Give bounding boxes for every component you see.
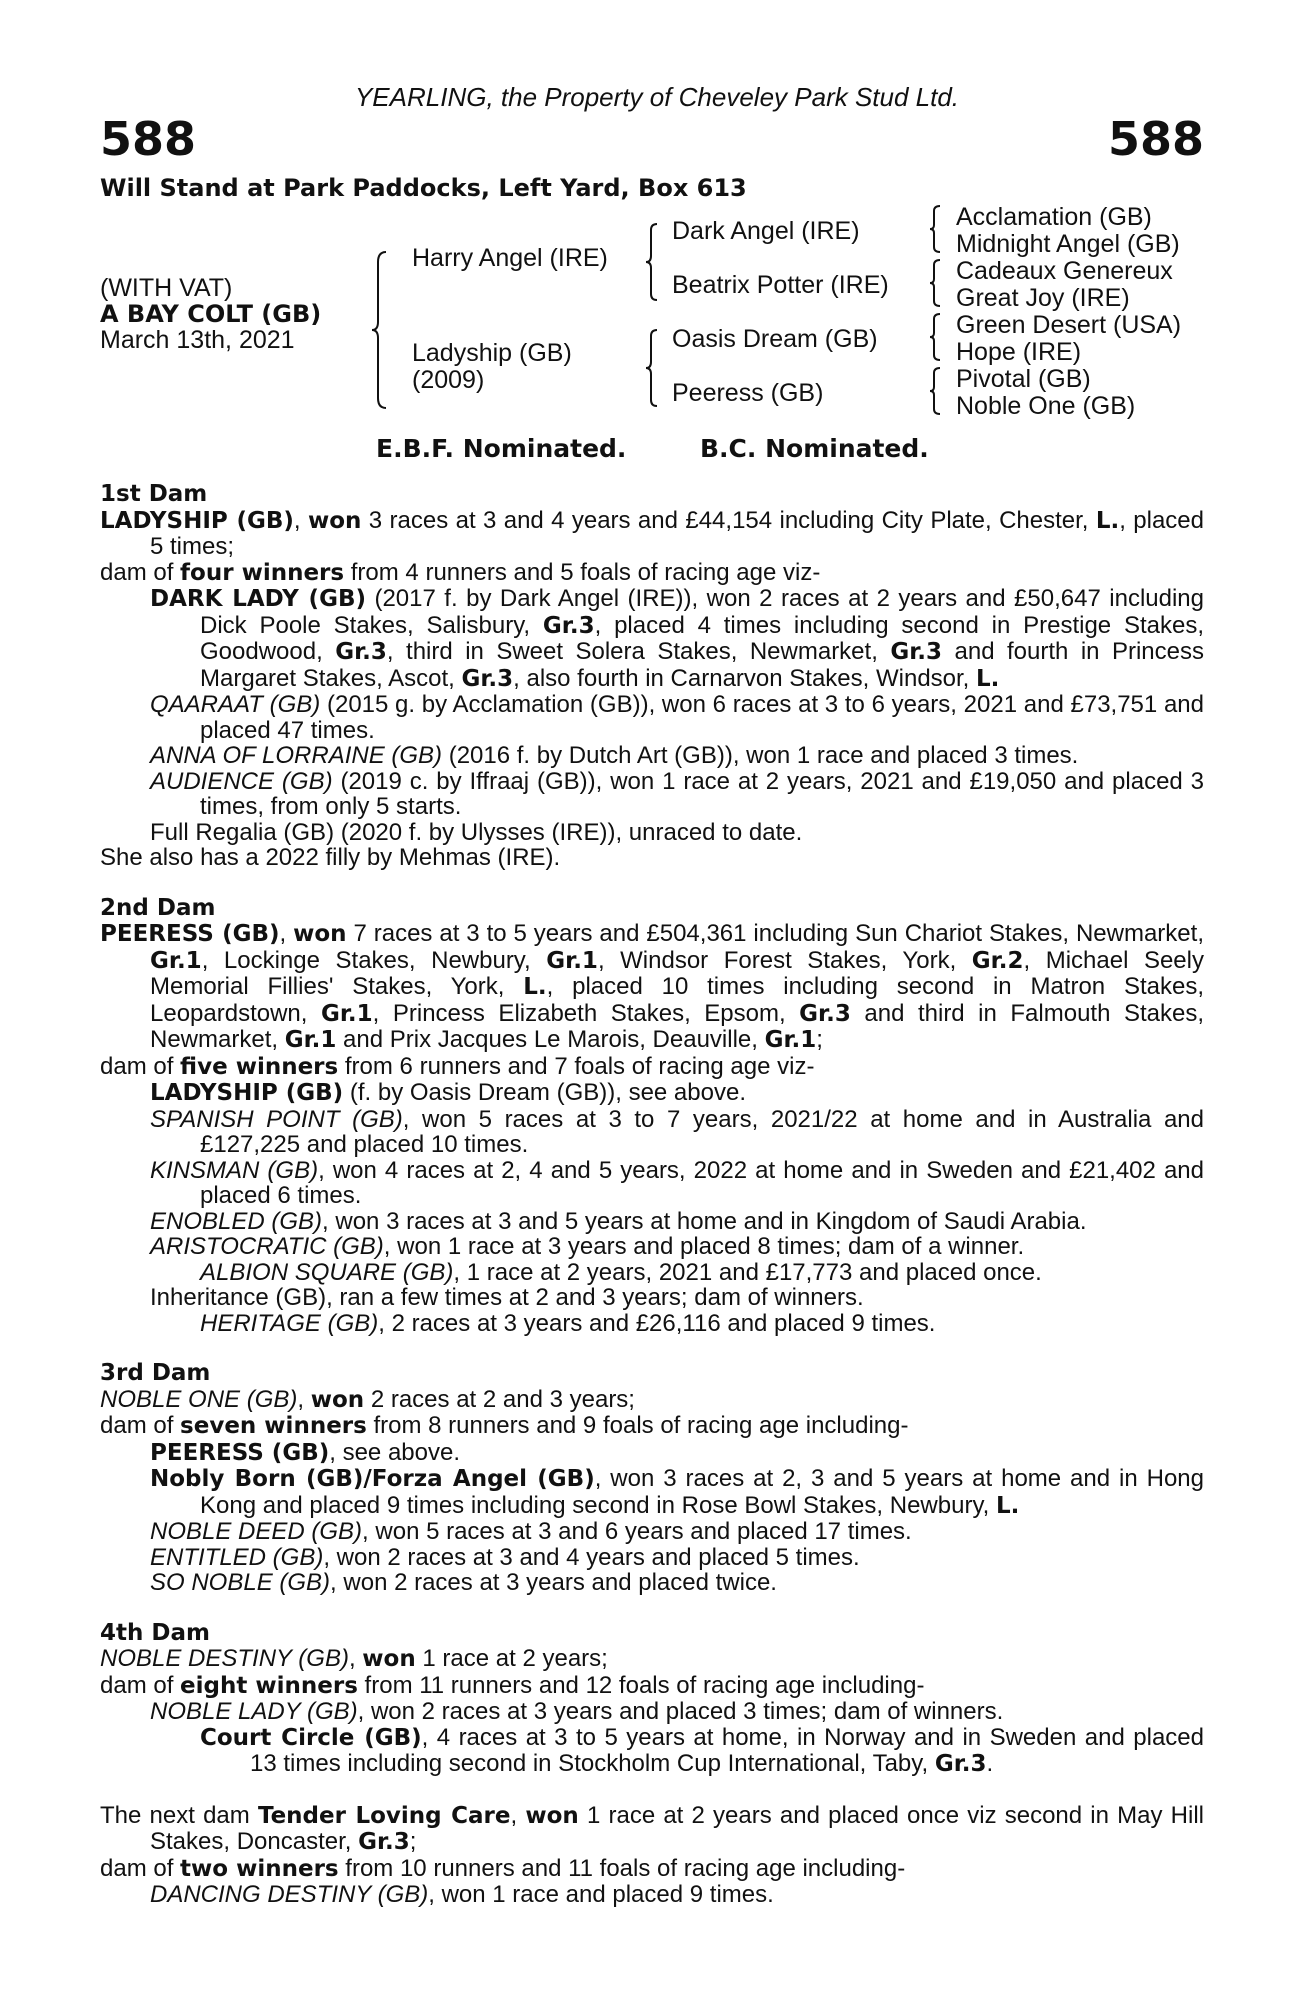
brace-sire	[644, 222, 660, 302]
bold-text: Gr.3	[890, 639, 943, 665]
bold-text: two winners	[180, 1855, 339, 1882]
produce-entry	[100, 1158, 1204, 1209]
bold-text: Gr.1	[320, 1000, 373, 1027]
produce-summary	[100, 560, 1204, 587]
produce-entry	[100, 1570, 1204, 1596]
text-run: , 1 race at 2 years, 2021 and £17,773 and placed once.	[453, 1258, 1042, 1286]
text-run: , third in Sweet Solera Stakes, Newmarket,	[386, 638, 891, 665]
text-run: She also has a 2022 filly by Mehmas (IRE).	[100, 844, 561, 871]
stand-location: Will Stand at Park Paddocks, Left Yard, Box 613	[100, 174, 747, 202]
text-run: , placed 10 times including second in Matron Stakes, Leopardstown,	[150, 973, 1204, 1027]
produce-entry	[100, 586, 1204, 692]
bold-text: LADYSHIP (GB)	[150, 1080, 344, 1106]
produce-summary	[100, 1054, 1204, 1081]
text-run: , won 5 races at 3 to 7 years, 2021/22 at home and in Australia and £127,225 and placed 10 times.	[200, 1105, 1205, 1158]
bold-text: PEERESS (GB)	[100, 921, 280, 947]
bold-text: Gr.3	[934, 1751, 987, 1777]
text-run: dam of	[100, 1052, 181, 1080]
dam-name: Ladyship (GB)	[412, 339, 572, 367]
text-run: 1 race at 2 years;	[415, 1645, 608, 1672]
text-run: , won 2 races at 3 years and placed 3 times; dam of winners.	[357, 1698, 1004, 1725]
bold-text: Gr.3	[335, 639, 387, 665]
brace-g34	[928, 258, 942, 308]
gg-8: Noble One (GB)	[956, 392, 1136, 420]
bold-text: Tender Loving Care	[257, 1802, 511, 1829]
text-run: , Michael Seely Memorial Fillies' Stakes, York,	[150, 946, 1204, 1000]
produce-entry	[100, 743, 1204, 769]
bold-text: L.	[523, 974, 547, 1000]
text-run: Full Regalia (GB) (2020 f. by Ulysses (IRE)), unraced to date.	[150, 818, 803, 846]
text-run: , also fourth in Carnarvon Stakes, Windsor,	[513, 664, 977, 692]
text-run: 1 race at 2 years and placed once viz second in May Hill Stakes, Doncaster,	[150, 1801, 1204, 1855]
text-run: , won 3 races at 3 and 5 years at home and in Kingdom of Saudi Arabia.	[322, 1207, 1087, 1235]
produce-entry	[100, 1545, 1204, 1571]
text-run: , won 5 races at 3 and 6 years and placed 17 times.	[362, 1518, 912, 1545]
produce-entry	[100, 1209, 1204, 1235]
text-run: dam of	[100, 558, 181, 586]
bold-text: Nobly Born (GB)/Forza Angel (GB)	[150, 1466, 595, 1492]
text-run: from 4 runners and 5 foals of racing age viz-	[344, 558, 821, 586]
section-heading: 2nd Dam	[100, 894, 216, 921]
bold-text: Gr.1	[284, 1027, 337, 1053]
produce-entry	[100, 1725, 1204, 1778]
produce-summary	[100, 1856, 1204, 1883]
bold-text: won	[310, 1386, 365, 1413]
text-run: from 11 runners and 12 foals of racing age including-	[357, 1671, 925, 1699]
sire-dam: Beatrix Potter (IRE)	[672, 271, 889, 299]
italic-text: KINSMAN (GB)	[150, 1156, 319, 1184]
text-run: ,	[279, 920, 294, 947]
dam-entry	[100, 921, 1204, 1054]
gg-5: Green Desert (USA)	[956, 311, 1182, 339]
text-run: The next dam	[100, 1801, 258, 1829]
lot-number-left: 588	[100, 112, 197, 166]
text-run: (2017 f. by Dark Angel (IRE)), won 2 races at 2 years and £50,647 including Dick Poole Stakes, Salisbury,	[200, 585, 1204, 639]
produce-entry	[100, 1519, 1204, 1545]
bold-text: won	[525, 1802, 579, 1829]
text-run: from 10 runners and 11 foals of racing age including-	[338, 1854, 906, 1882]
produce-entry	[100, 1260, 1204, 1286]
italic-text: NOBLE ONE (GB)	[100, 1385, 298, 1413]
produce-entry	[100, 1311, 1204, 1337]
text-run: , 4 races at 3 to 5 years at home, in Norway and in Sweden and placed 13 times including second in Stockholm Cup International, Taby,	[250, 1723, 1204, 1777]
vat-label: (WITH VAT)	[100, 274, 233, 302]
text-run: ,	[510, 1801, 526, 1829]
text-run: and third in Falmouth Stakes, Newmarket,	[150, 999, 1205, 1053]
italic-text: QAARAAT (GB)	[150, 691, 321, 718]
brace-main	[370, 250, 390, 410]
text-run: , won 2 races at 3 and 4 years and placed 5 times.	[323, 1543, 860, 1571]
text-run: ,	[297, 1385, 311, 1413]
produce-entry	[100, 1882, 1204, 1908]
bold-text: Gr.1	[764, 1027, 817, 1053]
text-run: 7 races at 3 to 5 years and £504,361 including Sun Chariot Stakes, Newmarket,	[346, 920, 1204, 947]
horse-name: A BAY COLT (GB)	[100, 300, 322, 328]
gg-3: Cadeaux Genereux	[956, 257, 1173, 285]
italic-text: AUDIENCE (GB)	[150, 767, 333, 795]
bold-text: seven winners	[180, 1413, 367, 1439]
sire-sire: Dark Angel (IRE)	[672, 217, 860, 245]
italic-text: SO NOBLE (GB)	[150, 1569, 331, 1596]
gg-6: Hope (IRE)	[956, 338, 1082, 366]
section-heading: 4th Dam	[100, 1619, 210, 1646]
bold-text: DARK LADY (GB)	[150, 586, 366, 612]
text-run: , Windsor Forest Stakes, York,	[597, 946, 972, 974]
text-run: .	[986, 1750, 994, 1777]
bold-text: Gr.3	[799, 1000, 851, 1027]
bold-text: five winners	[180, 1053, 339, 1080]
gg-1: Acclamation (GB)	[956, 203, 1152, 231]
produce-note	[100, 845, 1204, 871]
text-run: ;	[409, 1828, 417, 1855]
text-run: , placed 5 times;	[150, 506, 1205, 560]
text-run: , 2 races at 3 years and £26,116 and placed 9 times.	[378, 1309, 936, 1337]
text-run: , won 1 race and placed 9 times.	[428, 1881, 774, 1908]
bold-text: Gr.3	[358, 1829, 410, 1855]
text-run: and Prix Jacques Le Marois, Deauville,	[336, 1026, 765, 1053]
text-run: Inheritance (GB), ran a few times at 2 and 3 years; dam of winners.	[150, 1284, 864, 1311]
bold-text: LADYSHIP (GB)	[100, 507, 294, 534]
bold-text: L.	[996, 1492, 1020, 1519]
brace-dam	[644, 328, 660, 408]
next-dam-entry	[100, 1803, 1204, 1856]
lot-number-right: 588	[1107, 112, 1204, 166]
text-run: , won 1 race at 3 years and placed 8 times; dam of a winner.	[383, 1233, 1025, 1260]
text-run: (2019 c. by Iffraaj (GB)), won 1 race at 2 years, 2021 and £19,050 and placed 3 times, from only 5 starts.	[200, 767, 1204, 820]
produce-entry	[100, 1234, 1204, 1260]
bold-text: Court Circle (GB)	[200, 1724, 422, 1751]
produce-entry	[100, 769, 1204, 820]
ebf-nominated: E.B.F. Nominated.	[376, 434, 627, 463]
produce-entry	[100, 1107, 1204, 1158]
dam-dam: Peeress (GB)	[672, 379, 824, 407]
sire-name: Harry Angel (IRE)	[412, 244, 608, 272]
gg-4: Great Joy (IRE)	[956, 284, 1130, 312]
bold-text: Gr.1	[150, 947, 202, 974]
section-heading: 1st Dam	[100, 481, 208, 507]
bold-text: Gr.3	[461, 665, 514, 692]
bold-text: four winners	[180, 559, 345, 586]
text-run: , Lockinge Stakes, Newbury,	[201, 946, 547, 974]
bold-text: Gr.1	[546, 947, 598, 974]
text-run: , Princess Elizabeth Stakes, Epsom,	[372, 999, 800, 1027]
produce-summary	[100, 1673, 1204, 1700]
text-run: ;	[816, 1026, 823, 1053]
catalogue-body	[100, 482, 1204, 1908]
text-run: dam of	[100, 1854, 181, 1882]
italic-text: ENTITLED (GB)	[150, 1543, 324, 1571]
text-run: , won 2 races at 3 years and placed twice.	[330, 1569, 777, 1596]
produce-summary	[100, 1413, 1204, 1440]
produce-entry	[100, 1440, 1204, 1467]
italic-text: SPANISH POINT (GB)	[150, 1105, 403, 1133]
produce-entry	[100, 1285, 1204, 1311]
brace-g78	[928, 366, 942, 416]
italic-text: ALBION SQUARE (GB)	[200, 1258, 454, 1286]
bold-text: PEERESS (GB)	[150, 1439, 330, 1466]
bold-text: won	[362, 1646, 416, 1672]
italic-text: NOBLE DEED (GB)	[150, 1518, 363, 1545]
text-run: (2015 g. by Acclamation (GB)), won 6 races at 3 to 6 years, 2021 and £73,751 and placed 47 times.	[200, 691, 1204, 744]
text-run: from 6 runners and 7 foals of racing age viz-	[338, 1052, 815, 1080]
italic-text: DANCING DESTINY (GB)	[150, 1881, 429, 1908]
bc-nominated: B.C. Nominated.	[700, 434, 929, 463]
dam-entry	[100, 508, 1204, 560]
italic-text: NOBLE LADY (GB)	[150, 1698, 358, 1725]
text-run: ,	[293, 506, 308, 534]
text-run: , placed 4 times including second in Prestige Stakes, Goodwood,	[200, 611, 1204, 665]
horse-dob: March 13th, 2021	[100, 326, 295, 354]
dam-sire: Oasis Dream (GB)	[672, 325, 878, 353]
text-run: dam of	[100, 1671, 181, 1699]
bold-text: L.	[976, 665, 1000, 692]
text-run: (f. by Oasis Dream (GB)), see above.	[343, 1079, 746, 1106]
dam-entry	[100, 1387, 1204, 1414]
text-run: 3 races at 3 and 4 years and £44,154 including City Plate, Chester,	[361, 506, 1096, 534]
brace-g56	[928, 312, 942, 362]
italic-text: ENOBLED (GB)	[150, 1207, 323, 1235]
page-header-title: YEARLING, the Property of Cheveley Park Stud Ltd.	[354, 82, 960, 112]
text-run: ,	[348, 1645, 363, 1672]
produce-entry	[100, 1699, 1204, 1725]
bold-text: eight winners	[180, 1672, 358, 1699]
bold-text: won	[293, 921, 347, 947]
text-run: , see above.	[329, 1438, 461, 1466]
text-run: 2 races at 2 and 3 years;	[364, 1385, 635, 1413]
text-run: , won 3 races at 2, 3 and 5 years at home and in Hong Kong and placed 9 times including second in Rose Bowl Stakes, Newbury,	[200, 1465, 1205, 1519]
brace-g12	[928, 204, 942, 254]
produce-entry	[100, 692, 1204, 743]
italic-text: NOBLE DESTINY (GB)	[100, 1645, 349, 1672]
text-run: dam of	[100, 1412, 181, 1439]
gg-7: Pivotal (GB)	[956, 365, 1091, 393]
gg-2: Midnight Angel (GB)	[956, 230, 1180, 258]
bold-text: Gr.3	[542, 612, 595, 639]
produce-entry	[100, 820, 1204, 846]
italic-text: ARISTOCRATIC (GB)	[150, 1233, 384, 1260]
text-run: from 8 runners and 9 foals of racing age including-	[366, 1412, 909, 1439]
bold-text: won	[307, 507, 362, 534]
text-run: and fourth in Princess Margaret Stakes, Ascot,	[200, 638, 1205, 692]
text-run: , won 4 races at 2, 4 and 5 years, 2022 at home and in Sweden and £21,402 and placed 6 times.	[200, 1156, 1204, 1209]
produce-entry	[100, 1466, 1204, 1519]
dam-entry	[100, 1646, 1204, 1673]
italic-text: HERITAGE (GB)	[200, 1309, 379, 1337]
produce-entry	[100, 1080, 1204, 1107]
bold-text: L.	[1095, 507, 1120, 534]
text-run: (2016 f. by Dutch Art (GB)), won 1 race and placed 3 times.	[442, 742, 1079, 769]
italic-text: ANNA OF LORRAINE (GB)	[150, 742, 443, 769]
bold-text: Gr.2	[971, 947, 1024, 974]
section-heading: 3rd Dam	[100, 1360, 211, 1386]
dam-year: (2009)	[412, 366, 485, 394]
